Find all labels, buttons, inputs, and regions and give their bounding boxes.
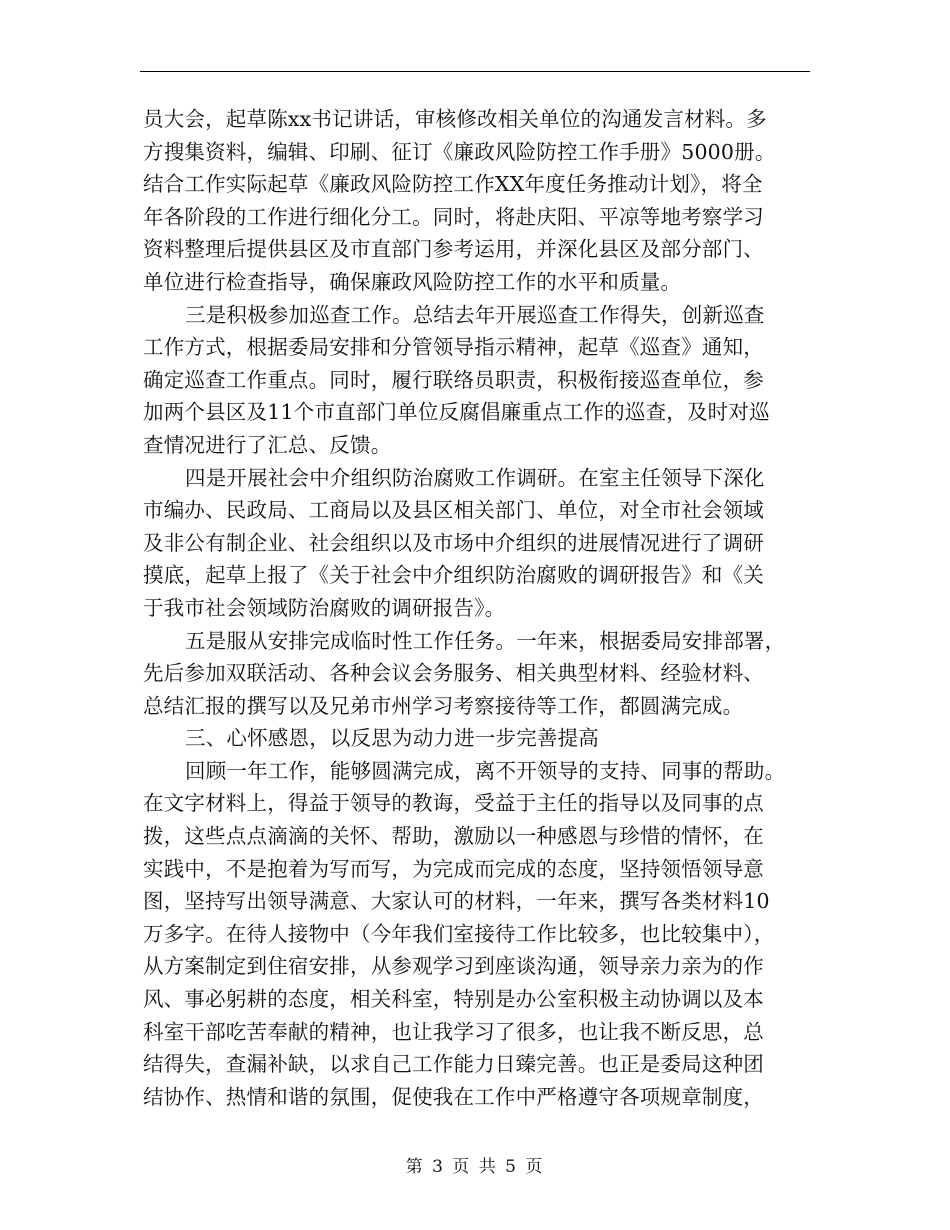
text-line: 加两个县区及11个市直部门单位反腐倡廉重点工作的巡查，及时对巡	[143, 400, 770, 425]
paragraph-review	[143, 755, 813, 1114]
text-line: 结合工作实际起草《廉政风险防控工作XX年度任务推动计划》，将全	[143, 172, 763, 197]
text-line: 万多字。在待人接物中（今年我们室接待工作比较多，也比较集中），	[143, 921, 775, 946]
text-line: 工作方式，根据委局安排和分管领导指示精神，起草《巡查》通知，	[143, 335, 764, 360]
text-line: 在文字材料上，得益于领导的教诲，受益于主任的指导以及同事的点	[143, 791, 764, 816]
document-body	[143, 103, 813, 1113]
text-line: 先后参加双联活动、各种会议会务服务、相关典型材料、经验材料、	[143, 661, 764, 686]
text-line: 员大会，起草陈xx书记讲话，审核修改相关单位的沟通发言材料。多	[143, 107, 767, 131]
section-heading-text: 三、心怀感恩，以反思为动力进一步完善提高	[185, 726, 599, 751]
text-line: 结得失，查漏补缺，以求自己工作能力日臻完善。也正是委局这种团	[143, 1052, 764, 1077]
text-line: 市编办、民政局、工商局以及县区相关部门、单位，对全市社会领域	[143, 498, 764, 523]
text-line: 科室干部吃苦奉献的精神，也让我学习了很多，也让我不断反思，总	[143, 1019, 764, 1044]
text-line: 摸底，起草上报了《关于社会中介组织防治腐败的调研报告》和《关	[143, 563, 764, 588]
text-line: 拨，这些点点滴滴的关怀、帮助，激励以一种感恩与珍惜的情怀，在	[143, 824, 764, 849]
paragraph-research	[143, 462, 813, 625]
text-line: 结协作、热情和谐的氛围，促使我在工作中严格遵守各项规章制度，	[143, 1084, 764, 1109]
text-line: 回顾一年工作，能够圆满完成，离不开领导的支持、同事的帮助。	[185, 758, 786, 783]
text-line: 四是开展社会中介组织防治腐败工作调研。在室主任领导下深化	[185, 465, 765, 490]
text-line: 确定巡查工作重点。同时，履行联络员职责，积极衔接巡查单位，参	[143, 367, 764, 392]
text-line: 五是服从安排完成临时性工作任务。一年来，根据委局安排部署，	[185, 628, 786, 653]
text-line: 查情况进行了汇总、反馈。	[143, 432, 392, 457]
page-number: 第 3 页 共 5 页	[405, 1157, 545, 1177]
text-line: 于我市社会领域防治腐败的调研报告》。	[143, 595, 506, 620]
text-line: 图，坚持写出领导满意、大家认可的材料，一年来，撰写各类材料10	[143, 889, 770, 914]
paragraph-temporary-tasks	[143, 625, 813, 723]
text-line: 方搜集资料，编辑、印刷、征订《廉政风险防控工作手册》5000册。	[143, 139, 776, 164]
text-line: 三是积极参加巡查工作。总结去年开展巡查工作得失，创新巡查	[185, 302, 765, 327]
text-line: 资料整理后提供县区及市直部门参考运用，并深化县区及部分部门、	[143, 237, 764, 262]
header-rule	[140, 71, 810, 72]
text-line: 实践中，不是抱着为写而写，为完成而完成的态度，坚持领悟领导意	[143, 856, 764, 881]
section-heading	[143, 722, 813, 755]
text-line: 风、事必躬耕的态度，相关科室，特别是办公室积极主动协调以及本	[143, 987, 764, 1012]
paragraph-1	[143, 103, 813, 299]
text-line: 单位进行检查指导，确保廉政风险防控工作的水平和质量。	[143, 269, 682, 294]
paragraph-inspection-work	[143, 299, 813, 462]
text-line: 从方案制定到住宿安排，从参观学习到座谈沟通，领导亲力亲为的作	[143, 954, 764, 979]
text-line: 年各阶段的工作进行细化分工。同时，将赴庆阳、平凉等地考察学习	[143, 204, 764, 229]
text-line: 总结汇报的撰写以及兄弟市州学习考察接待等工作，都圆满完成。	[143, 693, 744, 718]
text-line: 及非公有制企业、社会组织以及市场中介组织的进展情况进行了调研	[143, 530, 764, 555]
